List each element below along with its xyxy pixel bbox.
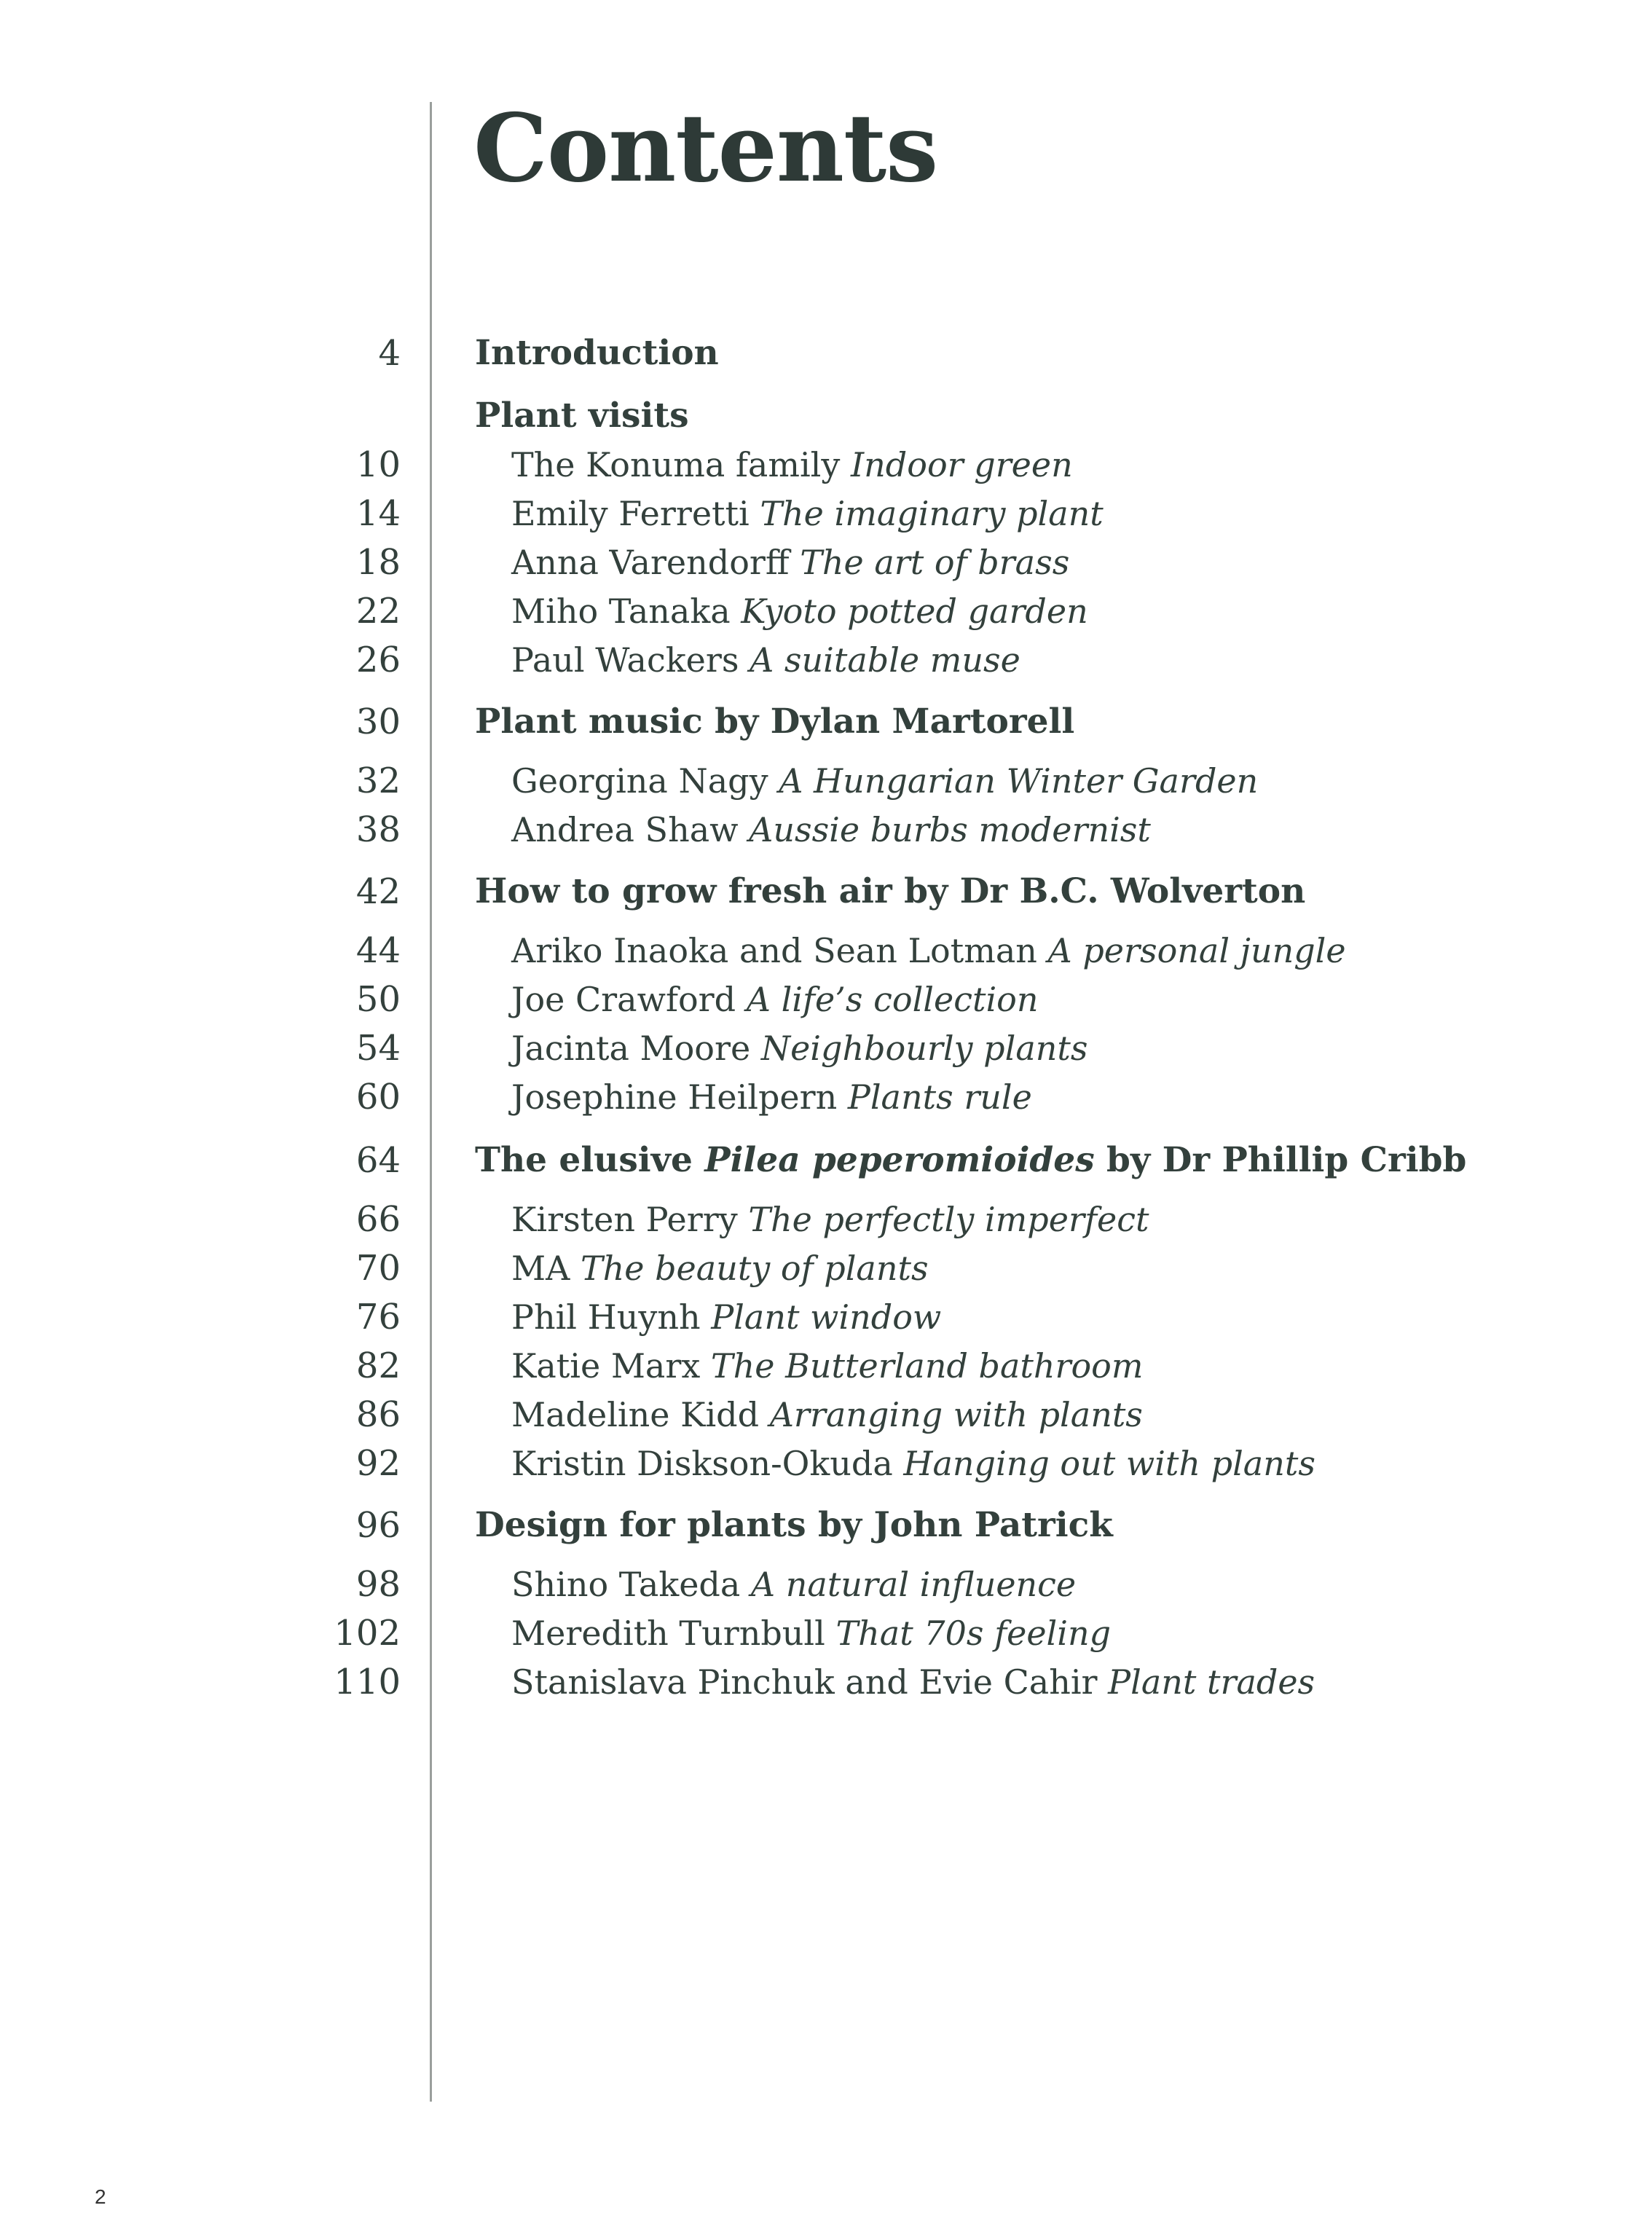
toc-title-text: by Dr Phillip Cribb [1094, 1140, 1467, 1180]
toc-page-number: 50 [355, 979, 401, 1020]
toc-title-text: Plant music by Dylan Martorell [475, 702, 1075, 742]
toc-entry [0, 1342, 1652, 1390]
toc-title-text: Kirsten Perry [511, 1200, 749, 1239]
toc-section-heading [0, 1136, 1652, 1184]
toc-title-italic: Kyoto potted garden [741, 592, 1088, 631]
toc-entry-title [511, 1024, 1087, 1072]
toc-title-italic: A natural influence [750, 1565, 1077, 1604]
toc-entry [0, 975, 1652, 1023]
toc-entry-title [511, 757, 1258, 805]
toc-entry [0, 1658, 1652, 1706]
toc-page-number: 44 [355, 930, 401, 971]
toc-page-number: 82 [355, 1345, 401, 1386]
toc-page-number: 30 [355, 702, 401, 742]
toc-title-italic: Pilea peperomioides [704, 1140, 1095, 1180]
page-title: Contents [473, 94, 938, 203]
toc-entry-title [511, 927, 1346, 975]
toc-entry-title [511, 1073, 1032, 1121]
toc-page-number: 98 [355, 1564, 401, 1605]
toc-entry [0, 757, 1652, 805]
toc-page-number: 110 [334, 1662, 401, 1702]
toc-entry [0, 490, 1652, 538]
toc-page-number: 96 [355, 1505, 401, 1546]
toc-title-text: Katie Marx [511, 1346, 711, 1386]
toc-entry-title [511, 806, 1151, 854]
toc-title-italic: Plant trades [1108, 1662, 1315, 1702]
toc-title-italic: The imaginary plant [760, 494, 1104, 533]
toc-entry-title [475, 1501, 1113, 1549]
toc-page-number: 4 [378, 333, 401, 374]
toc-page-number: 64 [355, 1140, 401, 1181]
toc-title-text: The Konuma family [511, 445, 851, 484]
toc-title-italic: The perfectly imperfect [748, 1200, 1149, 1239]
toc-title-text: Kristin Diskson-Okuda [511, 1444, 904, 1483]
toc-entry-title [475, 1136, 1466, 1184]
toc-entry [0, 1609, 1652, 1657]
toc-title-italic: A Hungarian Winter Garden [779, 761, 1259, 801]
toc-entry [0, 587, 1652, 635]
page-number: 2 [95, 2185, 106, 2208]
toc-title-text: Shino Takeda [511, 1565, 751, 1604]
toc-entry [0, 538, 1652, 586]
toc-title-text: Anna Varendorff [511, 543, 801, 582]
toc-title-text: Paul Wackers [511, 640, 750, 680]
toc-title-italic: Hanging out with plants [903, 1444, 1315, 1483]
toc-title-italic: The beauty of plants [580, 1249, 929, 1288]
toc-page-number: 42 [355, 871, 401, 912]
toc-page-number: 102 [334, 1613, 401, 1654]
toc-section-heading [0, 868, 1652, 916]
toc-entry [0, 1024, 1652, 1072]
toc-title-text: Miho Tanaka [511, 592, 742, 631]
toc-entry-title [511, 1293, 941, 1341]
toc-entry-title [511, 1244, 929, 1292]
toc-entry-title [511, 1439, 1315, 1488]
toc-entry-title [511, 1658, 1315, 1706]
toc-title-text: MA [511, 1249, 581, 1288]
toc-entry-title [511, 1609, 1111, 1657]
toc-entry-title [511, 538, 1069, 586]
toc-title-text: Ariko Inaoka and Sean Lotman [511, 931, 1048, 970]
toc-page-number: 86 [355, 1394, 401, 1435]
toc-entry [0, 1244, 1652, 1292]
toc-title-italic: The Butterland bathroom [710, 1346, 1144, 1386]
toc-section-heading [0, 698, 1652, 746]
toc-title-text: Plant visits [475, 396, 689, 436]
toc-title-text: Georgina Nagy [511, 761, 779, 801]
toc-section-heading [0, 1501, 1652, 1549]
toc-page-number: 92 [355, 1443, 401, 1484]
toc-title-text: Andrea Shaw [511, 810, 750, 849]
toc-title-text: How to grow fresh air by Dr B.C. Wolverton [475, 871, 1306, 911]
toc-page-number: 60 [355, 1077, 401, 1117]
toc-title-italic: Neighbourly plants [760, 1029, 1088, 1068]
toc-page-number: 38 [355, 809, 401, 850]
toc-entry-title [475, 868, 1305, 916]
toc-title-italic: Plant window [711, 1297, 942, 1337]
toc-page-number: 70 [355, 1248, 401, 1289]
toc-entry [0, 1439, 1652, 1488]
toc-entry-title [475, 329, 719, 377]
toc-entry-title [511, 1560, 1076, 1608]
toc-entry [0, 1293, 1652, 1341]
toc-title-italic: A life’s collection [746, 980, 1039, 1019]
toc-title-italic: That 70s feeling [835, 1614, 1112, 1653]
toc-title-italic: A personal jungle [1047, 931, 1346, 970]
toc-title-text: Joe Crawford [511, 980, 747, 1019]
toc-title-italic: Plants rule [847, 1077, 1032, 1117]
toc-title-italic: A suitable muse [750, 640, 1020, 680]
toc-entry-title [511, 636, 1020, 684]
toc-page-number: 54 [355, 1028, 401, 1069]
toc-title-text: Phil Huynh [511, 1297, 712, 1337]
toc-page-number: 22 [355, 591, 401, 632]
toc-section-heading [0, 329, 1652, 377]
toc-entry [0, 1195, 1652, 1243]
toc-entry-title [475, 392, 689, 440]
toc-title-italic: The art of brass [800, 543, 1070, 582]
toc-entry [0, 441, 1652, 489]
toc-page-number: 14 [355, 493, 401, 534]
toc-section-heading [0, 392, 1652, 440]
toc-page-number: 26 [355, 640, 401, 680]
toc-entry [0, 806, 1652, 854]
toc-entry [0, 927, 1652, 975]
toc-page-number: 18 [355, 542, 401, 583]
toc-entry [0, 1073, 1652, 1121]
toc-page-number: 66 [355, 1199, 401, 1240]
toc-entry-title [511, 441, 1073, 489]
toc-title-text: Josephine Heilpern [511, 1077, 848, 1117]
toc-entry [0, 636, 1652, 684]
toc-entry [0, 1391, 1652, 1439]
toc-title-text: Introduction [475, 333, 719, 373]
toc-title-text: Madeline Kidd [511, 1395, 770, 1434]
toc-page-number: 10 [355, 444, 401, 485]
toc-entry-title [511, 587, 1088, 635]
toc-entry-title [511, 1195, 1149, 1243]
toc-title-italic: Aussie burbs modernist [749, 810, 1151, 849]
toc-title-text: The elusive [475, 1140, 705, 1180]
toc-page-number: 76 [355, 1297, 401, 1337]
toc-entry-title [475, 698, 1074, 746]
toc-entry-title [511, 490, 1104, 538]
toc-title-text: Stanislava Pinchuk and Evie Cahir [511, 1662, 1109, 1702]
toc-title-italic: Indoor green [851, 445, 1073, 484]
toc-page-number: 32 [355, 761, 401, 801]
toc-entry-title [511, 975, 1039, 1023]
toc-title-text: Meredith Turnbull [511, 1614, 836, 1653]
toc-title-text: Jacinta Moore [511, 1029, 761, 1068]
toc-entry-title [511, 1391, 1143, 1439]
toc-entry [0, 1560, 1652, 1608]
toc-title-text: Emily Ferretti [511, 494, 760, 533]
toc-title-italic: Arranging with plants [769, 1395, 1143, 1434]
toc-title-text: Design for plants by John Patrick [475, 1505, 1113, 1545]
toc-entry-title [511, 1342, 1144, 1390]
